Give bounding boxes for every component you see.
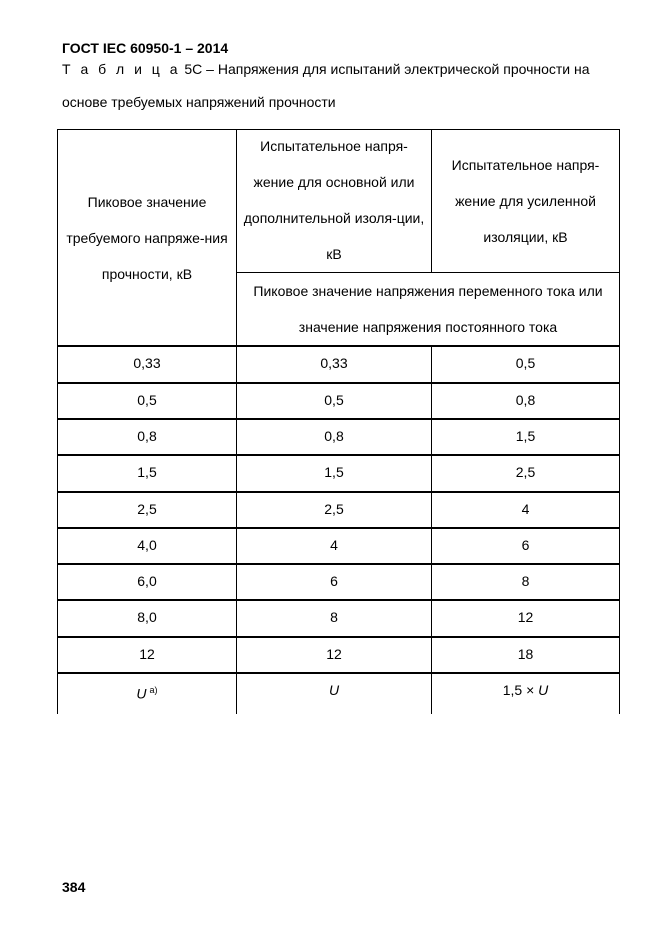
variable-u: U [328, 682, 340, 698]
cell-col3: 2,5 [515, 464, 536, 480]
formula-factor: 1,5 × [502, 682, 539, 698]
cell-col1: 6,0 [137, 573, 157, 589]
page-number: 384 [62, 879, 86, 895]
table-caption-line1 [62, 61, 622, 77]
cell-col2: 6 [330, 573, 338, 589]
cell-col1: 0,5 [137, 392, 157, 408]
cell-col3: 1,5 [515, 428, 536, 444]
cell-col2: 0,33 [320, 355, 348, 371]
cell-col1: 8,0 [137, 609, 157, 625]
cell-col1-formula [58, 674, 236, 714]
cell-col2: 4 [330, 537, 338, 553]
cell-col2: 1,5 [324, 464, 344, 480]
voltage-table [57, 129, 620, 714]
table-border-right [619, 129, 620, 714]
cell-col2: 12 [326, 646, 342, 662]
header-peak-voltage: Пиковое значение требуемого напряже-ния прочности, кВ [66, 193, 228, 282]
cell-col1: 12 [139, 646, 155, 662]
cell-col3: 4 [521, 501, 530, 517]
cell-col3: 12 [517, 609, 534, 625]
cell-col1: 1,5 [137, 464, 157, 480]
standard-title: ГОСТ IEC 60950-1 – 2014 [62, 40, 229, 56]
cell-col3: 0,5 [515, 355, 536, 371]
table-caption-line2: основе требуемых напряжений прочности [62, 94, 336, 110]
caption-label: Т а б л и ц а [62, 61, 181, 77]
cell-col3: 8 [521, 573, 530, 589]
cell-col1: 4,0 [137, 537, 157, 553]
footnote-marker: а) [149, 685, 158, 695]
cell-col1: 0,8 [137, 428, 157, 444]
cell-col3: 18 [517, 646, 534, 662]
cell-col3: 6 [521, 537, 530, 553]
header-reinforced-insulation: Испытательное напря-жение для усиленной изоляции, кВ [451, 157, 600, 245]
cell-col1: 2,5 [137, 501, 157, 517]
header-ac-dc-peak: Пиковое значение напряжения переменного тока или значение напряжения постоянного тока [253, 283, 603, 335]
cell-col3-formula [432, 674, 619, 714]
variable-u: U [538, 682, 549, 698]
cell-col2: 0,5 [324, 392, 344, 408]
variable-u: U [136, 685, 147, 702]
header-basic-insulation: Испытательное напря-жение для основной или дополнительной изоля-ции, кВ [243, 137, 425, 262]
cell-col1: 0,33 [133, 355, 161, 371]
cell-col2: 2,5 [324, 501, 344, 517]
cell-col2-formula [237, 674, 431, 714]
cell-col2: 0,8 [324, 428, 344, 444]
cell-col3: 0,8 [515, 392, 536, 408]
cell-col2: 8 [330, 609, 338, 625]
caption-text: 5С – Напряжения для испытаний электрической прочности на [180, 61, 590, 77]
